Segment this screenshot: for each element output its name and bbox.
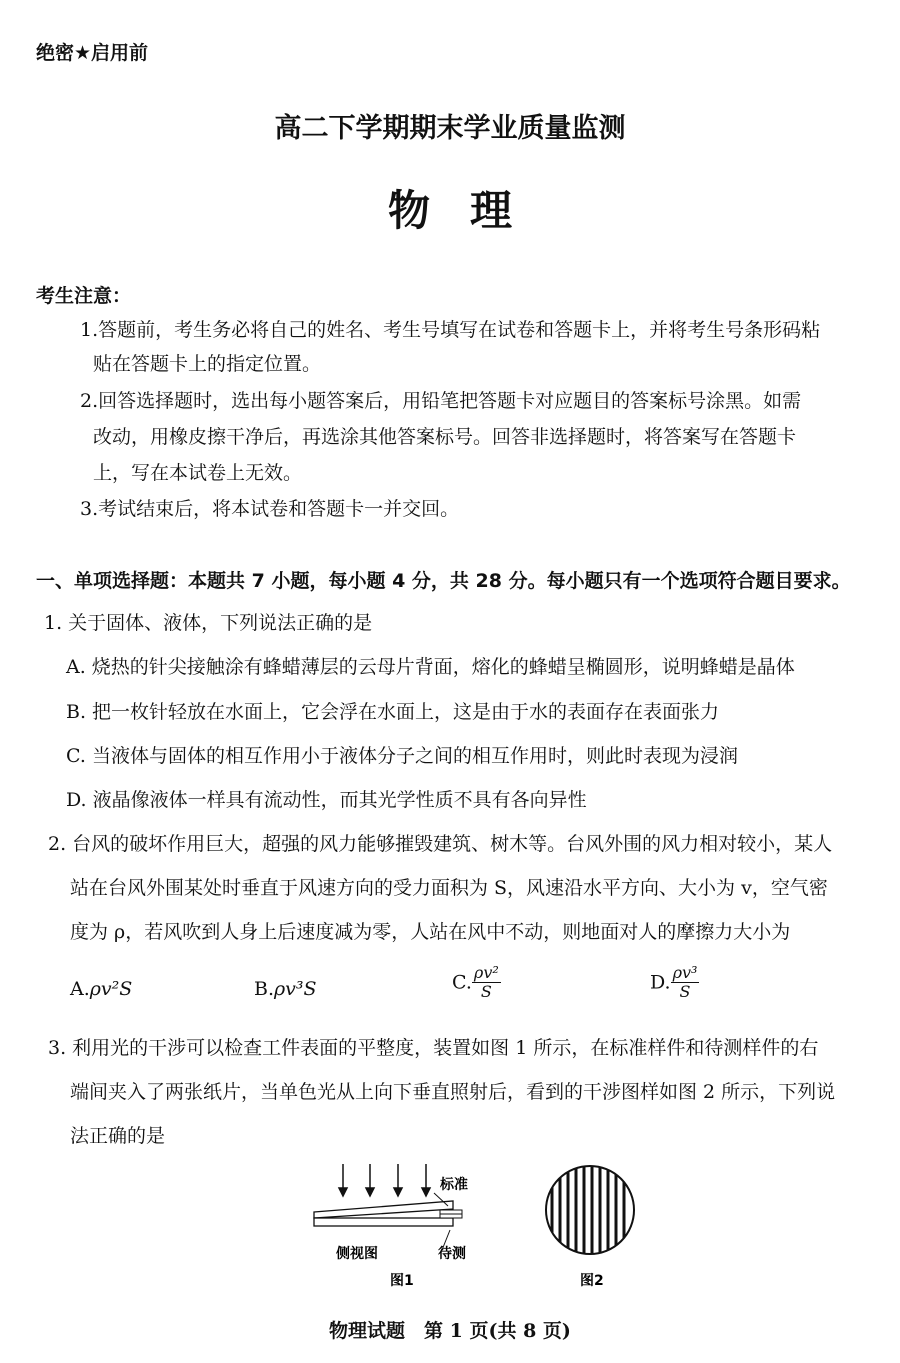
option-d-label: D. — [650, 971, 671, 994]
notice-item-1-line-2: 贴在答题卡上的指定位置。 — [93, 353, 322, 375]
option-d-numerator: ρv³ — [672, 963, 698, 982]
question-1-stem: 1. 关于固体、液体，下列说法正确的是 — [44, 612, 373, 634]
exam-subtitle: 高二下学期期末学业质量监测 — [274, 113, 626, 144]
standard-sample-plate — [314, 1201, 453, 1218]
paper-strip-lower — [440, 1214, 462, 1218]
question-3-line-3: 法正确的是 — [70, 1125, 166, 1147]
question-1-option-c: C. 当液体与固体的相互作用小于液体分子之间的相互作用时，则此时表现为浸润 — [66, 745, 738, 767]
label-side-view: 侧视图 — [336, 1246, 378, 1262]
question-2-option-b — [254, 978, 317, 1000]
figure-2-interference-pattern — [535, 1160, 650, 1295]
section-1-heading: 一、单项选择题：本题共 7 小题，每小题 4 分，共 28 分。每小题只有一个选项符合题目要求。 — [36, 570, 851, 592]
notice-item-2-line-3: 上，写在本试卷上无效。 — [93, 462, 303, 484]
label-standard: 标准 — [440, 1177, 468, 1193]
option-c-numerator: ρv² — [473, 963, 499, 982]
notice-item-3-line-1: 3.考试结束后，将本试卷和答题卡一并交回。 — [80, 498, 460, 520]
notice-heading: 考生注意： — [36, 285, 132, 307]
notice-item-1-line-1: 1.答题前，考生务必将自己的姓名、考生号填写在试卷和答题卡上，并将考生号条形码粘 — [80, 319, 821, 341]
label-test: 待测 — [438, 1246, 466, 1262]
option-b-label: B. — [254, 978, 275, 1000]
notice-item-2-line-2: 改动，用橡皮擦干净后，再选涂其他答案标号。回答非选择题时，将答案写在答题卡 — [93, 426, 797, 448]
question-2-option-a — [70, 978, 132, 1000]
test-sample-plate — [314, 1218, 453, 1226]
option-a-expr: ρv²S — [89, 978, 133, 1000]
figure-2-caption: 图2 — [580, 1273, 604, 1289]
confidential-mark: 绝密★启用前 — [36, 42, 149, 64]
question-1-option-a: A. 烧热的针尖接触涂有蜂蜡薄层的云母片背面，熔化的蜂蜡呈椭圆形，说明蜂蜡是晶体 — [66, 656, 795, 678]
option-c-denominator: S — [480, 982, 492, 1001]
question-2-line-1: 2. 台风的破坏作用巨大，超强的风力能够摧毁建筑、树木等。台风外围的风力相对较小，某人 — [48, 833, 833, 855]
question-2-line-3: 度为 ρ，若风吹到人身上后速度减为零，人站在风中不动，则地面对人的摩擦力大小为 — [70, 921, 791, 943]
question-2-option-d — [650, 964, 699, 1001]
question-3-line-1: 3. 利用光的干涉可以检查工件表面的平整度，装置如图 1 所示，在标准样件和待测样件的右 — [48, 1037, 819, 1059]
option-a-label: A. — [70, 978, 90, 1000]
figure-1-setup-diagram — [300, 1160, 500, 1295]
option-c-label: C. — [452, 971, 472, 994]
option-c-fraction — [472, 964, 501, 1001]
paper-strip-upper — [440, 1210, 462, 1214]
exam-title: 物理 — [387, 186, 552, 235]
option-d-fraction — [671, 964, 700, 1001]
option-b-expr: ρv³S — [274, 978, 317, 1000]
incident-light-arrows-icon — [339, 1164, 430, 1196]
option-d-denominator: S — [679, 982, 691, 1001]
figure-1-caption: 图1 — [390, 1273, 414, 1289]
question-1-option-b: B. 把一枚针轻放在水面上，它会浮在水面上，这是由于水的表面存在表面张力 — [66, 701, 720, 723]
question-3-line-2: 端间夹入了两张纸片，当单色光从上向下垂直照射后，看到的干涉图样如图 2 所示，下列说 — [70, 1081, 836, 1103]
notice-item-2-line-1: 2.回答选择题时，选出每小题答案后，用铅笔把答题卡对应题目的答案标号涂黑。如需 — [80, 390, 802, 412]
page-footer: 物理试题 第 1 页(共 8 页) — [329, 1320, 571, 1342]
question-2-option-c — [452, 964, 501, 1001]
question-1-option-d: D. 液晶像液体一样具有流动性，而其光学性质不具有各向异性 — [66, 789, 587, 811]
question-2-line-2: 站在台风外围某处时垂直于风速方向的受力面积为 S，风速沿水平方向、大小为 v，空气密 — [70, 877, 828, 899]
